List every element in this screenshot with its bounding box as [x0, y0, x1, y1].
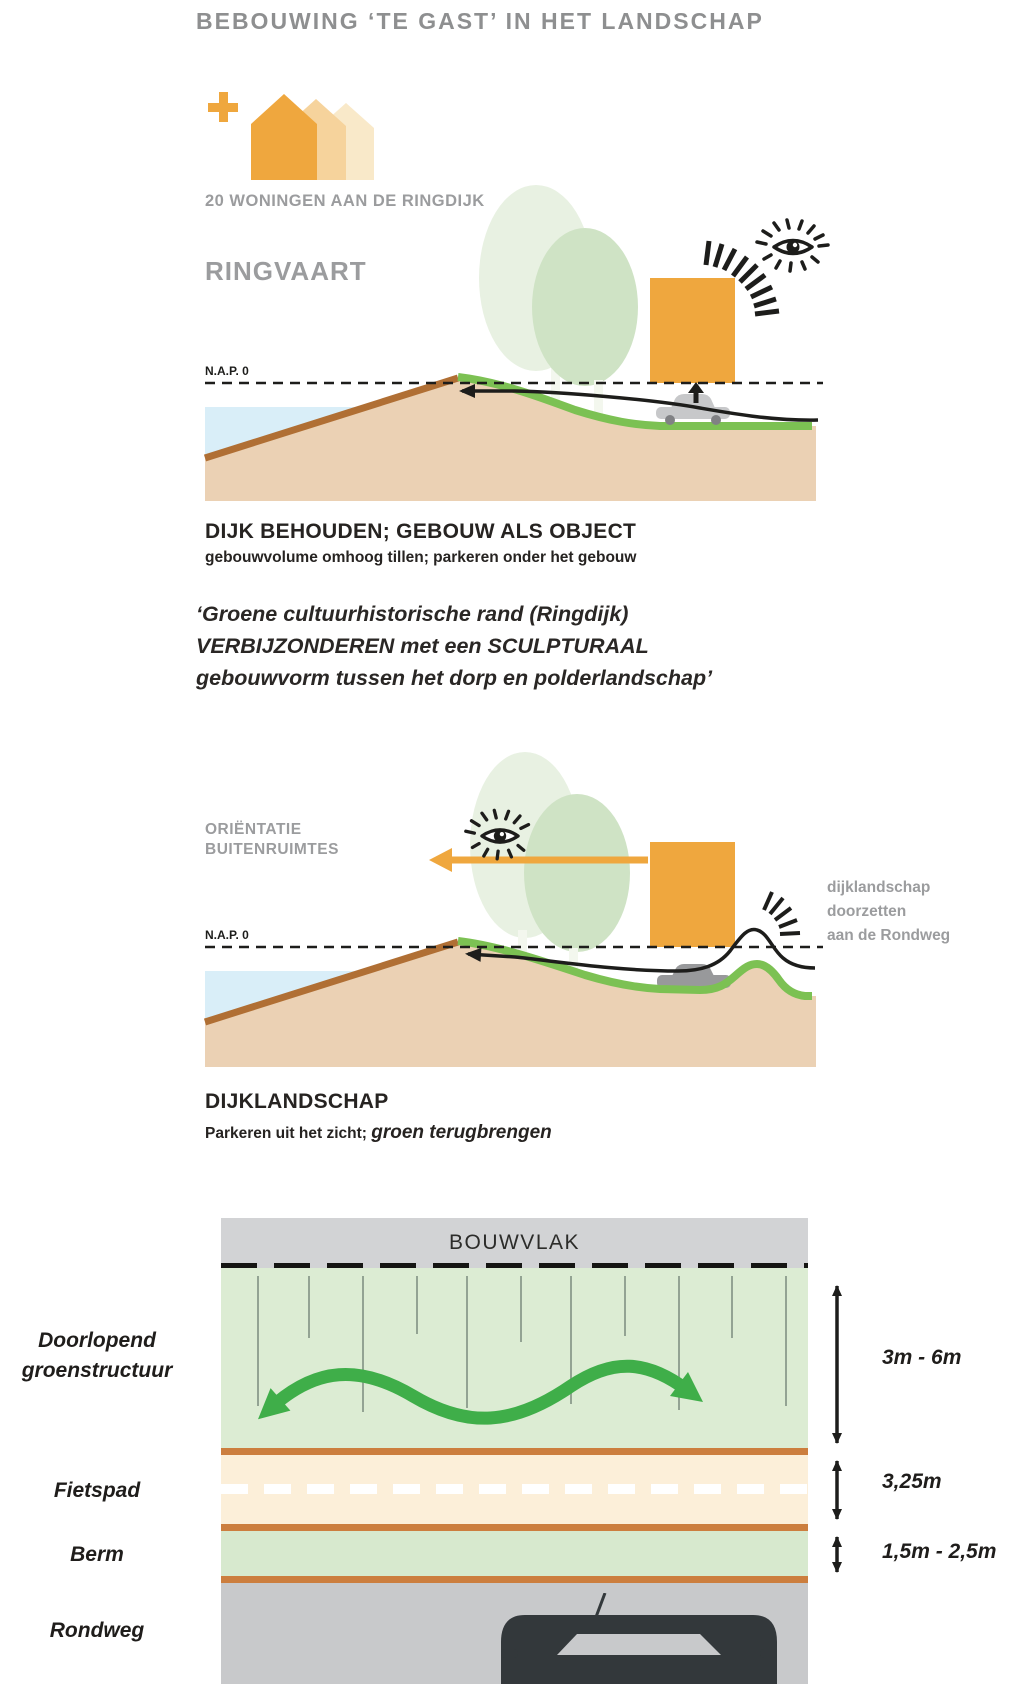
section1-subheading: gebouwvolume omhoog tillen; parkeren onder het gebouw — [205, 549, 637, 566]
label-road: Rondweg — [49, 1619, 145, 1642]
note-line-2: doorzetten — [827, 903, 907, 920]
car-windshield — [557, 1634, 721, 1655]
dim-label-verge: 1,5m - 2,5m — [882, 1540, 997, 1563]
orientation-arrow-head — [429, 848, 452, 872]
section2-heading: DIJKLANDSCHAP — [205, 1090, 389, 1113]
dim-label-bike: 3,25m — [882, 1470, 942, 1493]
edge-rule-3 — [221, 1576, 808, 1583]
edge-rule-1 — [221, 1448, 808, 1455]
label-green-line-1: Doorlopend — [38, 1329, 156, 1352]
label-bike-path: Fietspad — [53, 1479, 141, 1502]
label-green-line-2: groenstructuur — [21, 1359, 173, 1382]
label-green-structure — [2, 1326, 192, 1386]
bouwvlak-bar — [221, 1218, 808, 1268]
car-antenna — [596, 1593, 605, 1617]
quote-line-3: gebouwvorm tussen het dorp en polderlandschap’ — [196, 666, 713, 690]
orientation-line-2: BUITENRUIMTES — [205, 841, 339, 858]
sunburst-icon — [764, 892, 800, 934]
road-zone — [221, 1583, 808, 1684]
ringvaart-label: RINGVAART — [205, 256, 367, 286]
car-mirror-left — [501, 1649, 518, 1658]
cross-section-2 — [0, 740, 1029, 1070]
earth-body — [205, 377, 816, 501]
dim-label-green: 3m - 6m — [882, 1346, 962, 1369]
dimension-arrows — [820, 1270, 880, 1590]
earth-body — [205, 941, 816, 1067]
note-line-1: dijklandschap — [827, 879, 931, 896]
verge-zone — [221, 1531, 808, 1576]
building-block — [650, 842, 735, 947]
quote-block — [196, 598, 712, 694]
quote-line-1: ‘Groene cultuurhistorische rand (Ringdijk) — [196, 602, 629, 626]
tree-front-icon — [532, 228, 638, 386]
house-shape-orange — [251, 94, 317, 180]
orientation-line-1: ORIËNTATIE — [205, 821, 302, 838]
edge-rule-2 — [221, 1524, 808, 1531]
houses-icon — [246, 86, 426, 182]
bouwvlak-label: BOUWVLAK — [448, 1231, 581, 1254]
page-title: BEBOUWING ‘TE GAST’ IN HET LANDSCHAP — [196, 8, 764, 34]
note-line-3: aan de Rondweg — [827, 927, 951, 944]
green-structure-zone — [221, 1268, 808, 1448]
program-label: 20 WONINGEN AAN DE RINGDIJK — [205, 192, 485, 210]
section1-heading: DIJK BEHOUDEN; GEBOUW ALS OBJECT — [205, 520, 637, 543]
section2-subheading-plain: Parkeren uit het zicht; — [205, 1125, 372, 1142]
section2-subheading-emphasis: groen terugbrengen — [371, 1122, 552, 1143]
label-verge: Berm — [70, 1543, 124, 1566]
planting-lines — [258, 1276, 786, 1412]
quote-line-2: VERBIJZONDEREN met een SCULPTURAAL — [196, 634, 649, 658]
bike-path-center-line — [221, 1484, 808, 1494]
car-mirror-right — [760, 1649, 777, 1658]
eye-icon — [757, 220, 828, 271]
green-structure-graphics — [221, 1268, 808, 1448]
building-block — [650, 278, 735, 383]
nap-label: N.A.P. 0 — [205, 928, 249, 942]
cross-section-1 — [0, 170, 1029, 510]
continuous-green-arrow — [273, 1366, 687, 1418]
car-top-icon — [501, 1593, 777, 1684]
section2-subheading — [205, 1122, 552, 1144]
plus-icon — [206, 90, 240, 124]
tree-front-icon — [524, 794, 630, 952]
nap-label: N.A.P. 0 — [205, 364, 249, 378]
